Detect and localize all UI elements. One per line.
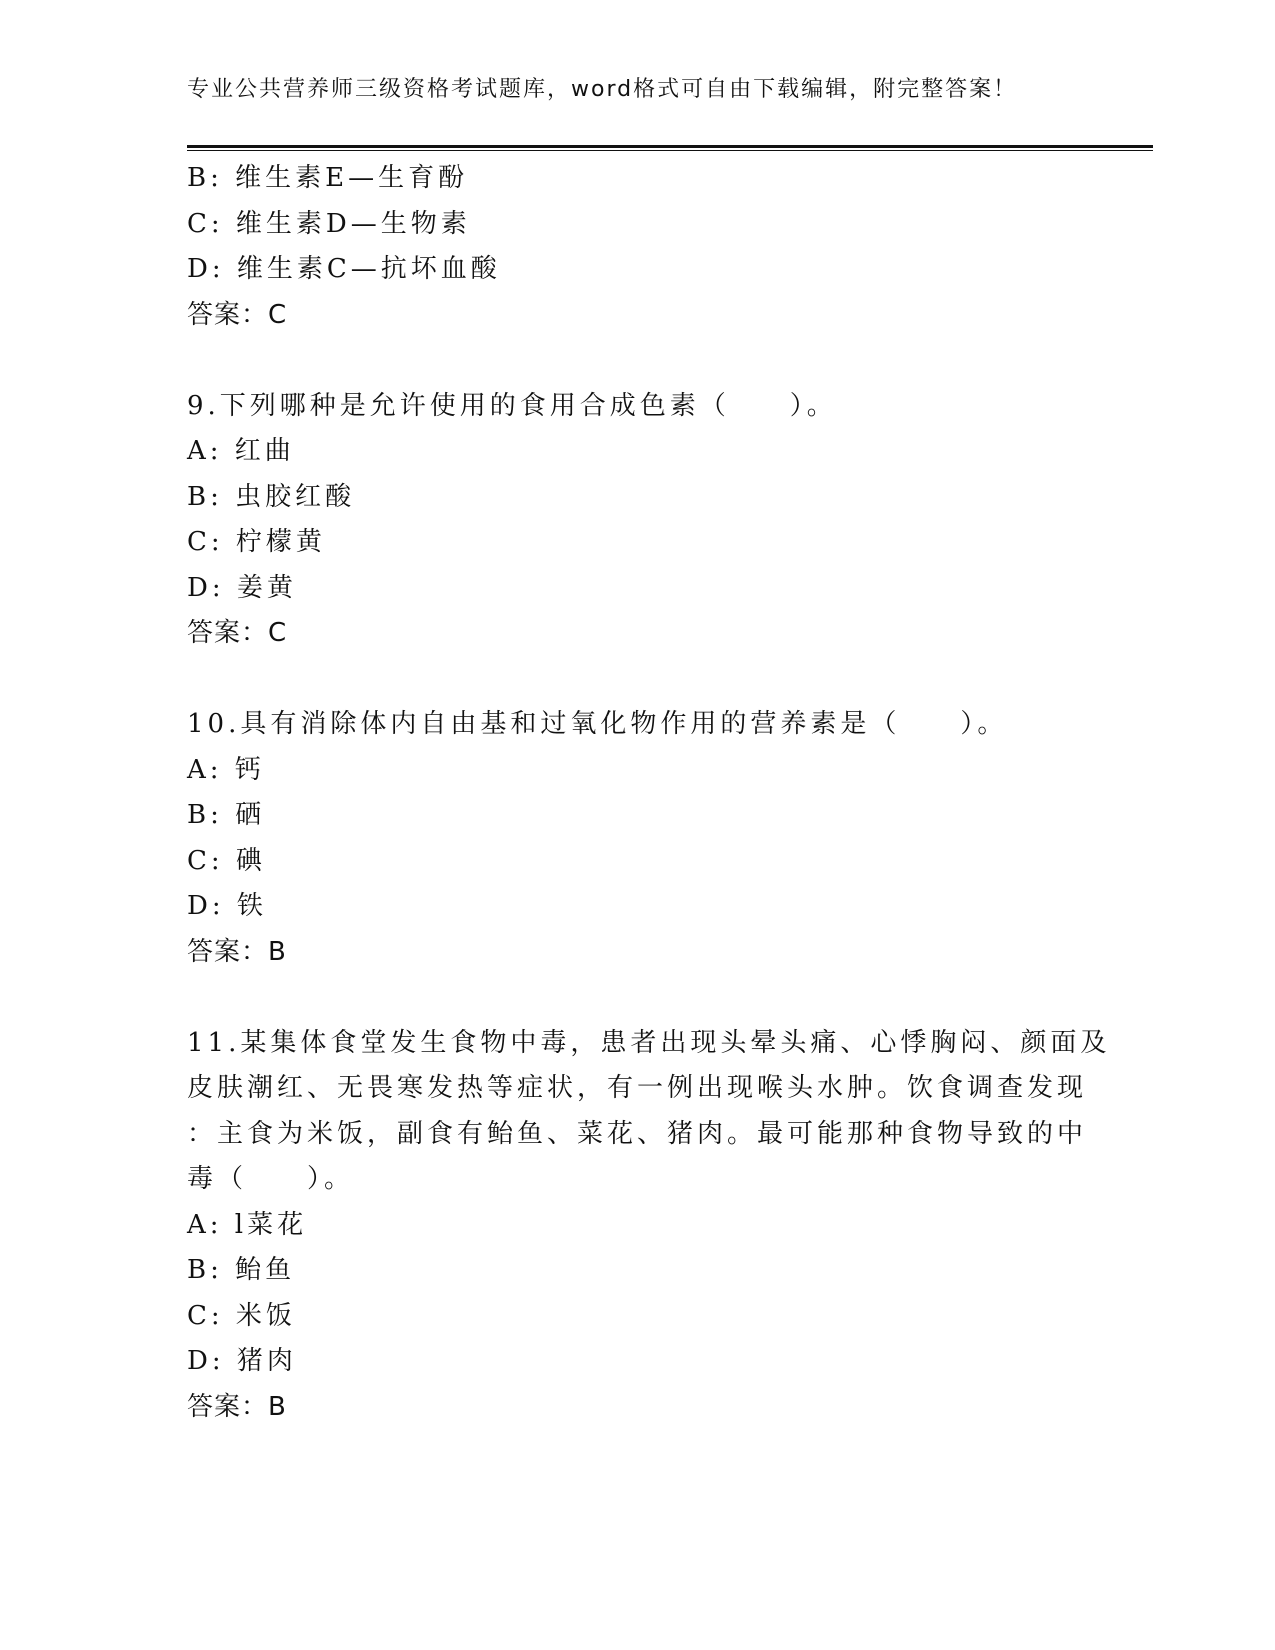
option-b: B: 硒 [187,800,266,830]
option-b: B: 维生素E—生育酚 [187,163,469,193]
question-8-continued [187,156,1077,338]
answer: 答案：B [187,1391,287,1422]
question-9 [187,384,1077,657]
option-d: D: 铁 [187,891,267,921]
option-d: D: 维生素C—抗坏血酸 [187,254,501,284]
header-rule-thin [187,150,1153,151]
option-b: B: 虫胶红酸 [187,481,356,512]
option-d: D: 姜黄 [187,572,297,603]
answer: 答案：C [187,618,288,648]
question-stem-line: 皮肤潮红、无畏寒发热等症状，有一例出现喉头水肿。饮食调查发现 [187,1073,1088,1103]
option-d: D: 猪肉 [187,1346,297,1376]
question-stem: 10.具有消除体内自由基和过氧化物作用的营养素是（ ）。 [187,709,1008,739]
option-c: C: 柠檬黄 [187,527,326,557]
option-a: A: 红曲 [187,436,295,466]
spacer [187,338,1077,384]
question-10 [187,702,1077,975]
header-rule [187,145,1153,148]
question-stem-line: 11.某集体食堂发生食物中毒，患者出现头晕头痛、心悸胸闷、颜面及 [187,1027,1111,1058]
question-stem-line: ：主食为米饭，副食有鲐鱼、菜花、猪肉。最可能那种食物导致的中 [187,1118,1088,1149]
question-list [187,156,1111,1430]
question-stem-line: 毒（ ）。 [187,1164,355,1194]
question-11 [187,1021,1111,1431]
option-a: A: 钙 [187,754,265,785]
answer: 答案：C [187,299,288,330]
spacer [187,657,1077,703]
option-a: A: l菜花 [187,1209,308,1240]
option-c: C: 维生素D—生物素 [187,208,471,239]
option-c: C: 碘 [187,845,266,876]
spacer [187,975,1077,1021]
page-header: 专业公共营养师三级资格考试题库，word格式可自由下载编辑，附完整答案！ [187,77,1018,102]
option-b: B: 鲐鱼 [187,1255,296,1285]
answer: 答案：B [187,936,287,967]
option-c: C: 米饭 [187,1300,296,1331]
question-stem: 9.下列哪种是允许使用的食用合成色素（ ）。 [187,390,837,421]
